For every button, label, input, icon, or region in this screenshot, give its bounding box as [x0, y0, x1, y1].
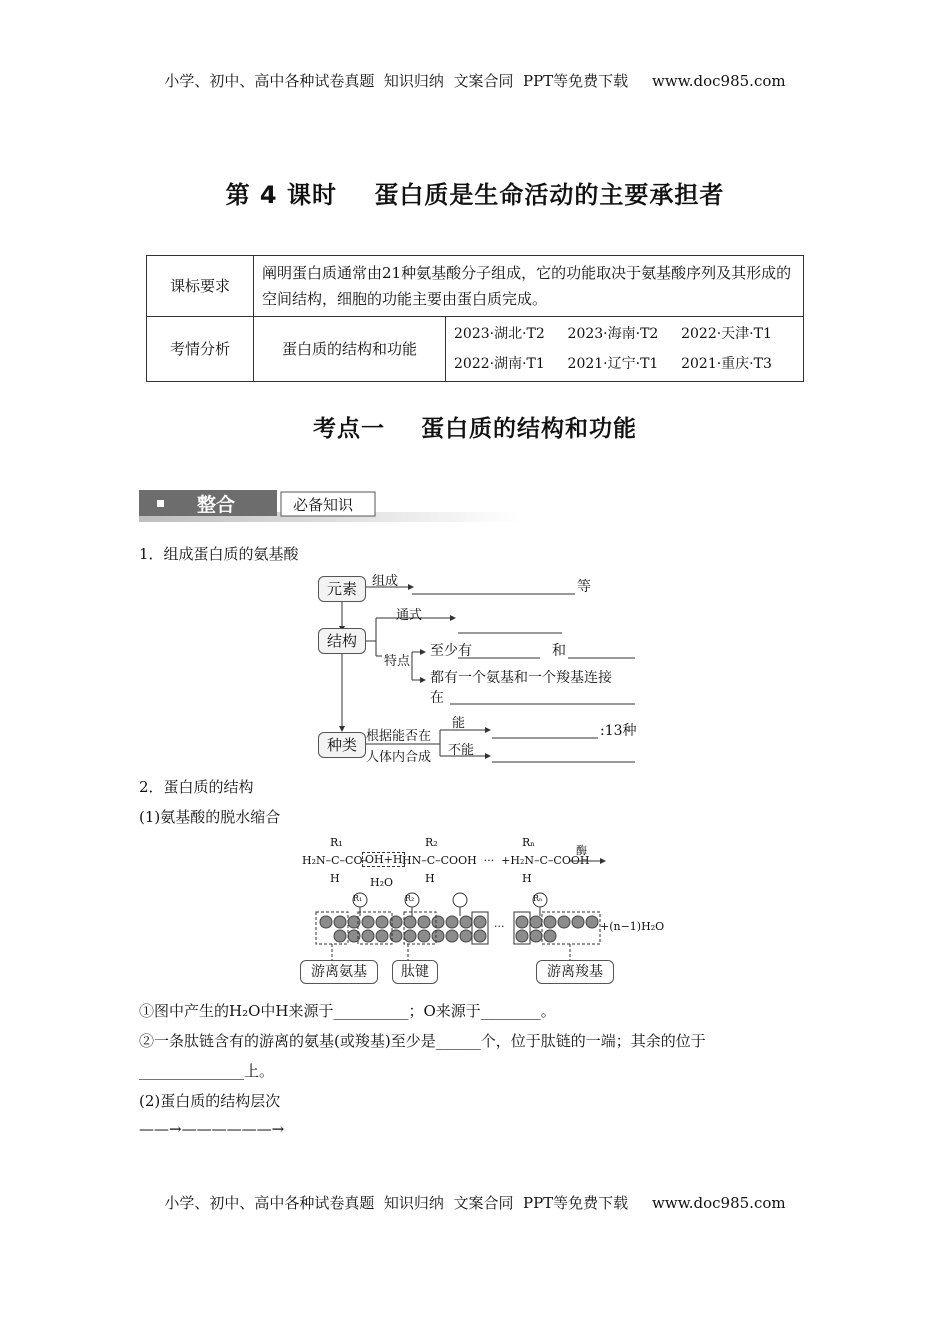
rn-label: Rₙ	[522, 836, 536, 849]
requirements-table	[146, 255, 804, 382]
row-label: 课标要求	[147, 256, 254, 317]
label-and: 和	[552, 643, 566, 659]
rn-circle-label: Rₙ	[533, 894, 543, 903]
section-banner	[139, 490, 521, 522]
q2-heading: 2．蛋白质的结构	[139, 778, 254, 796]
fill-question-2b: ______________上。	[139, 1062, 275, 1080]
chain-dots: ···	[494, 920, 505, 933]
q2-sub2: (2)蛋白质的结构层次	[139, 1092, 281, 1110]
reaction-left: H₂N–C–CO–	[302, 854, 368, 867]
condensation-equation	[300, 836, 660, 892]
peptide-bond-label: 肽键	[392, 960, 438, 984]
banner-sublabel: 必备知识	[293, 496, 354, 514]
box-structure: 结构	[318, 628, 366, 654]
r1-circle-label: R₁	[353, 894, 363, 903]
row-label: 考情分析	[147, 317, 254, 382]
label-13: :13种	[600, 723, 637, 739]
q1-heading: 1．组成蛋白质的氨基酸	[139, 545, 299, 563]
label-cannot: 不能	[448, 743, 475, 758]
amino-acid-diagram	[300, 570, 650, 770]
water-label: H₂O	[370, 876, 394, 889]
peptide-chain-model	[298, 890, 665, 986]
q2-sub1: (1)氨基酸的脱水缩合	[139, 808, 281, 826]
structure-levels-arrows: ——→——————→	[139, 1120, 285, 1138]
r1-label: R₁	[330, 836, 343, 849]
page-footer: 小学、初中、高中各种试卷真题 知识归纳 文案合同 PPT等免费下载 www.doc985.com	[164, 1194, 786, 1212]
label-formula: 通式	[396, 608, 423, 623]
label-allhave: 都有一个氨基和一个羧基连接	[430, 670, 612, 686]
label-can: 能	[452, 716, 466, 731]
banner-label: 整合	[197, 494, 236, 516]
exam-ref: 2023·海南·T2	[567, 326, 659, 342]
exam-ref: 2022·湖南·T1	[454, 356, 545, 372]
water-n-label: +(n−1)H₂O	[600, 920, 665, 933]
exam-ref: 2021·辽宁·T1	[567, 356, 659, 372]
label-basis-2: 人体内合成	[366, 750, 432, 765]
exam-list	[446, 317, 804, 382]
label-basis-1: 根据能否在	[366, 729, 432, 744]
oh-h-box: OH+H	[362, 852, 405, 867]
exam-topic: 蛋白质的结构和功能	[254, 317, 446, 382]
fill-question-2: ②一条肽链含有的游离的氨基(或羧基)至少是______个，位于肽链的一端；其余的位于	[139, 1032, 706, 1050]
page-header: 小学、初中、高中各种试卷真题 知识归纳 文案合同 PPT等免费下载 www.doc985.com	[164, 72, 786, 90]
fill-question-1: ①图中产生的H₂O中H来源于__________；O来源于________。	[139, 1002, 556, 1020]
r2-label: R₂	[425, 836, 438, 849]
table-row	[147, 317, 804, 382]
label-feature: 特点	[384, 654, 411, 669]
table-row	[147, 256, 804, 317]
curriculum-requirement: 阐明蛋白质通常由21种氨基酸分子组成，它的功能取决于氨基酸序列及其形成的空间结构，细胞的功能主要由蛋白质完成。	[254, 256, 804, 317]
section-title: 考点一 蛋白质的结构和功能	[312, 416, 638, 442]
label-atleast: 至少有	[430, 643, 472, 659]
exam-ref: 2023·湖北·T2	[454, 326, 545, 342]
label-etc: 等	[577, 579, 591, 595]
h-label: H	[522, 872, 532, 885]
reaction-mid: HN–C–COOH ··· +H₂N–C–COOH	[402, 854, 590, 867]
box-types: 种类	[318, 732, 366, 758]
box-elements: 元素	[318, 576, 366, 602]
exam-ref: 2021·重庆·T3	[681, 356, 772, 372]
enzyme-label: 酶	[576, 844, 587, 857]
free-carboxyl-label: 游离羧基	[536, 960, 614, 984]
r2-circle-label: R₂	[405, 894, 415, 903]
exam-ref: 2022·天津·T1	[681, 326, 772, 342]
label-compose: 组成	[372, 574, 399, 589]
label-on: 在	[430, 690, 444, 706]
h-label: H	[425, 872, 435, 885]
h-label: H	[330, 872, 340, 885]
lesson-title: 第 4 课时 蛋白质是生命活动的主要承担者	[225, 181, 725, 209]
free-amino-label: 游离氨基	[300, 960, 378, 984]
